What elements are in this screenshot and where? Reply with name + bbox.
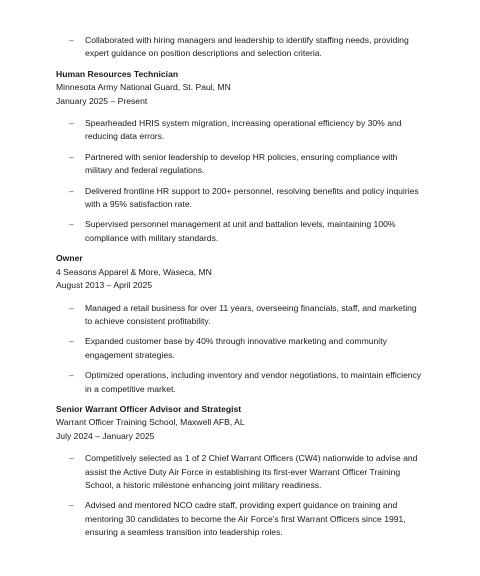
list-item (56, 302, 426, 329)
list-item (56, 499, 426, 539)
bullet-text: Partnered with senior leadership to develop HR policies, ensuring compliance with military and federal regulations. (85, 151, 398, 176)
job-dates: January 2025 – Present (56, 95, 148, 106)
dash-bullet-icon: – (69, 185, 74, 196)
dash-bullet-icon: – (69, 370, 74, 381)
job-title: Senior Warrant Officer Advisor and Strategist (56, 403, 242, 414)
job-title: Owner (56, 253, 83, 264)
dash-bullet-icon: – (69, 118, 74, 129)
bullet-text: Advised and mentored NCO cadre staff, providing expert guidance on training and mentoring 30 candidates to become the Air Force's first Warrant Officers since 1991, ensuring a seamless transition into leadership roles. (85, 500, 406, 538)
bullet-text: Managed a retail business for over 11 years, overseeing financials, staff, and marketing to achieve consistent profitability. (85, 302, 417, 326)
job-bullet-list (56, 452, 426, 539)
bullet-text: Expanded customer base by 40% through innovative marketing and community engagement strategies. (85, 336, 387, 360)
dash-bullet-icon: – (69, 336, 74, 347)
job-organization: Warrant Officer Training School, Maxwell AFB, AL (56, 417, 245, 428)
job-title: Human Resources Technician (56, 68, 179, 79)
list-item (56, 185, 426, 212)
bullet-text: Spearheaded HRIS system migration, increasing operational efficiency by 30% and reducing data errors. (85, 118, 402, 142)
bullet-text: Optimized operations, including inventory and vendor negotiations, to maintain efficiency in a competitive market. (85, 370, 422, 394)
job-entry-warrant-officer (56, 403, 426, 540)
bullet-text: Competitively selected as 1 of 2 Chief Warrant Officers (CW4) nationwide to advise and assist the Active Duty Air Force in establishing its first-ever Warrant Officer Training School, a historic milestone enhancing joint military readiness. (85, 453, 418, 490)
job-dates: July 2024 – January 2025 (56, 430, 155, 441)
bullet-text: Collaborated with hiring managers and leadership to identify staffing needs, providing expert guidance on position descriptions and selection criteria. (85, 35, 409, 59)
list-item (56, 117, 426, 144)
bullet-text: Supervised personnel management at unit and battalion levels, maintaining 100% compliance with military standards. (85, 219, 396, 243)
dash-bullet-icon: – (69, 151, 74, 162)
top-bullet-list (56, 34, 426, 61)
list-item (56, 34, 426, 61)
bullet-text: Delivered frontline HR support to 200+ personnel, resolving benefits and policy inquiries with a 95% satisfaction rate. (85, 185, 419, 210)
job-bullet-list (56, 302, 426, 396)
list-item (56, 151, 426, 178)
resume-page (56, 34, 426, 547)
dash-bullet-icon: – (69, 35, 74, 45)
dash-bullet-icon: – (69, 500, 74, 511)
list-item (56, 335, 426, 362)
job-entry-owner (56, 252, 426, 396)
job-entry-hr-technician (56, 68, 426, 245)
job-organization: 4 Seasons Apparel & More, Waseca, MN (56, 266, 212, 277)
dash-bullet-icon: – (69, 302, 74, 313)
list-item (56, 218, 426, 245)
list-item (56, 369, 426, 396)
dash-bullet-icon: – (69, 219, 74, 230)
list-item (56, 452, 426, 492)
job-organization: Minnesota Army National Guard, St. Paul, MN (56, 82, 231, 93)
job-bullet-list (56, 117, 426, 245)
job-dates: August 2013 – April 2025 (56, 280, 153, 291)
dash-bullet-icon: – (69, 453, 74, 464)
